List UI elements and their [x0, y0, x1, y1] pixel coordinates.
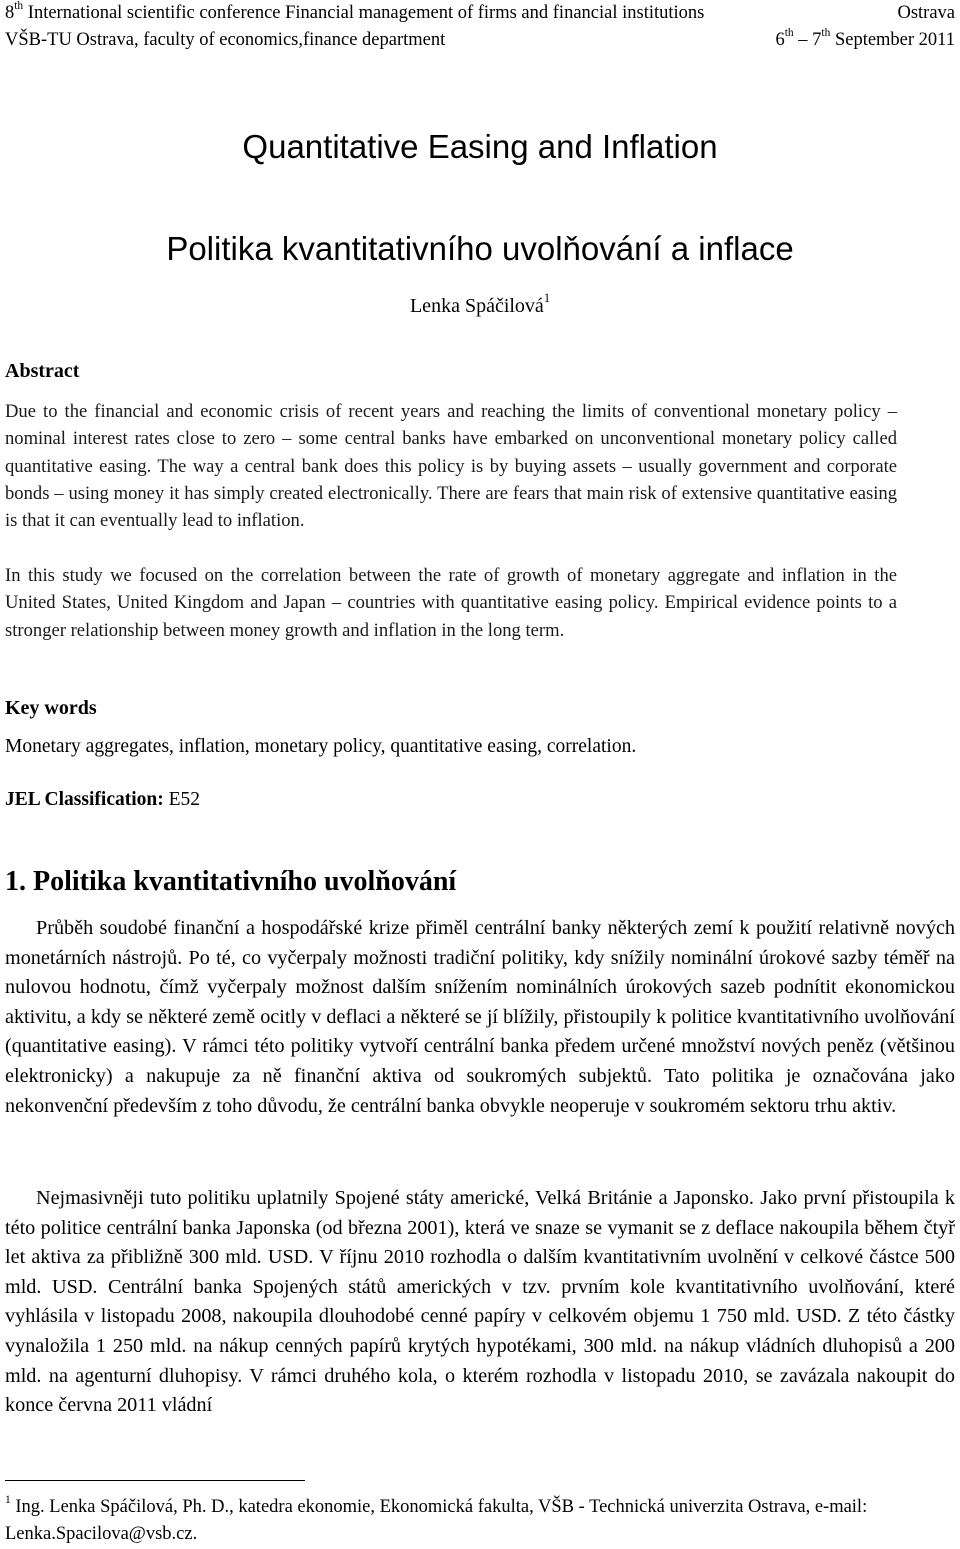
footnote-mark: 1 — [5, 1493, 11, 1506]
footnote — [5, 1494, 945, 1548]
paper-title-czech: Politika kvantitativního uvolňování a inflace — [166, 230, 794, 267]
abstract-paragraph-1: Due to the financial and economic crisis of recent years and reaching the limits of conventional monetary policy – nominal interest rates close to zero – some central banks have embarked on unconventional monetary policy called quantitative easing. The way a central bank does this policy is by buying assets – usually government and corporate bonds – using money it has simply created electronically. There are fears that main risk of extensive quantitative easing is that it can eventually lead to inflation. — [5, 401, 897, 532]
section-heading: 1. Politika kvantitativního uvolňování — [5, 866, 457, 897]
conference-city: Ostrava — [897, 3, 955, 23]
jel-label: JEL Classification: — [5, 789, 164, 810]
author-footnote-mark: 1 — [543, 290, 551, 305]
author-name: Lenka Spáčilová — [409, 295, 544, 317]
body-paragraph-1: Průběh soudobé finanční a hospodářské krize přiměl centrální banky některých zemí k použití relativně nových monetárních nástrojů. Po té, co vyčerpaly možnosti tradiční politiky, kdy snížily nominální úrokové sazby téměř na nulovou hodnotu, čímž vyčerpaly možnost dalším snížením nominálních úrokových sazeb podnítit ekonomickou aktivitu, a kdy se některé země ocitly v deflaci a některé se jí blížily, přistoupily k politice kvantitativního uvolňování (quantitative easing). V rámci této politiky vytvoří centrální banka předem určené množství nových peněz (většinou elektronicky) a nakupuje za ně finanční aktiva od soukromých subjektů. Tato politika je označována jako nekonvenční především z toho důvodu, že centrální banka obvykle neoperuje v soukromém sektoru trhu aktiv. — [5, 917, 955, 1117]
abstract-heading: Abstract — [5, 360, 80, 382]
keywords-text: Monetary aggregates, inflation, monetary policy, quantitative easing, correlation. — [5, 736, 637, 757]
footnote-text: Ing. Lenka Spáčilová, Ph. D., katedra ekonomie, Ekonomická fakulta, VŠB - Technická univerzita Ostrava, e-mail: Lenka.Spacilova@vsb.cz. — [5, 1497, 868, 1544]
paper-title-english: Quantitative Easing and Inflation — [242, 128, 718, 165]
conference-name: 8th International scientific conference Financial management of firms and financial institutions — [5, 0, 705, 23]
abstract-paragraph-2: In this study we focused on the correlation between the rate of growth of monetary aggregate and inflation in the United States, United Kingdom and Japan – countries with quantitative easing policy. Empirical evidence points to a stronger relationship between money growth and inflation in the long term. — [5, 565, 897, 641]
author-line — [0, 290, 960, 318]
keywords-heading: Key words — [5, 697, 97, 719]
body-paragraph-2: Nejmasivněji tuto politiku uplatnily Spojené státy americké, Velká Británie a Japonsko. Jako první přistoupila k této politice centrální banka Japonska (od března 2001), která ve snaze se vymanit se z deflace nakoupila během čtyř let aktiva za přibližně 300 mld. USD. V říjnu 2010 rozhodla o dalším kvantitativním uvolnění v celkové částce 500 mld. USD. Centrální banka Spojených států amerických v tzv. prvním kole kvantitativního uvolňování, které vyhlásila v listopadu 2008, nakoupila dlouhodobé cenné papíry v celkovém objemu 1 750 mld. USD. Z této částky vynaložila 1 250 mld. na nákup cenných papírů krytých hypotékami, 300 mld. na nákup vládních dluhopisů a 200 mld. na agenturní dluhopisy. V rámci druhého kola, o kterém rozhodla v listopadu 2010, se zavázala nakoupit do konce června 2011 vládní — [5, 1187, 955, 1417]
footnote-separator — [5, 1480, 305, 1481]
conference-date: 6th – 7th September 2011 — [775, 26, 955, 50]
jel-classification — [5, 789, 200, 811]
conference-organizer: VŠB-TU Ostrava, faculty of economics,finance department — [5, 30, 446, 50]
jel-value: E52 — [163, 789, 201, 810]
